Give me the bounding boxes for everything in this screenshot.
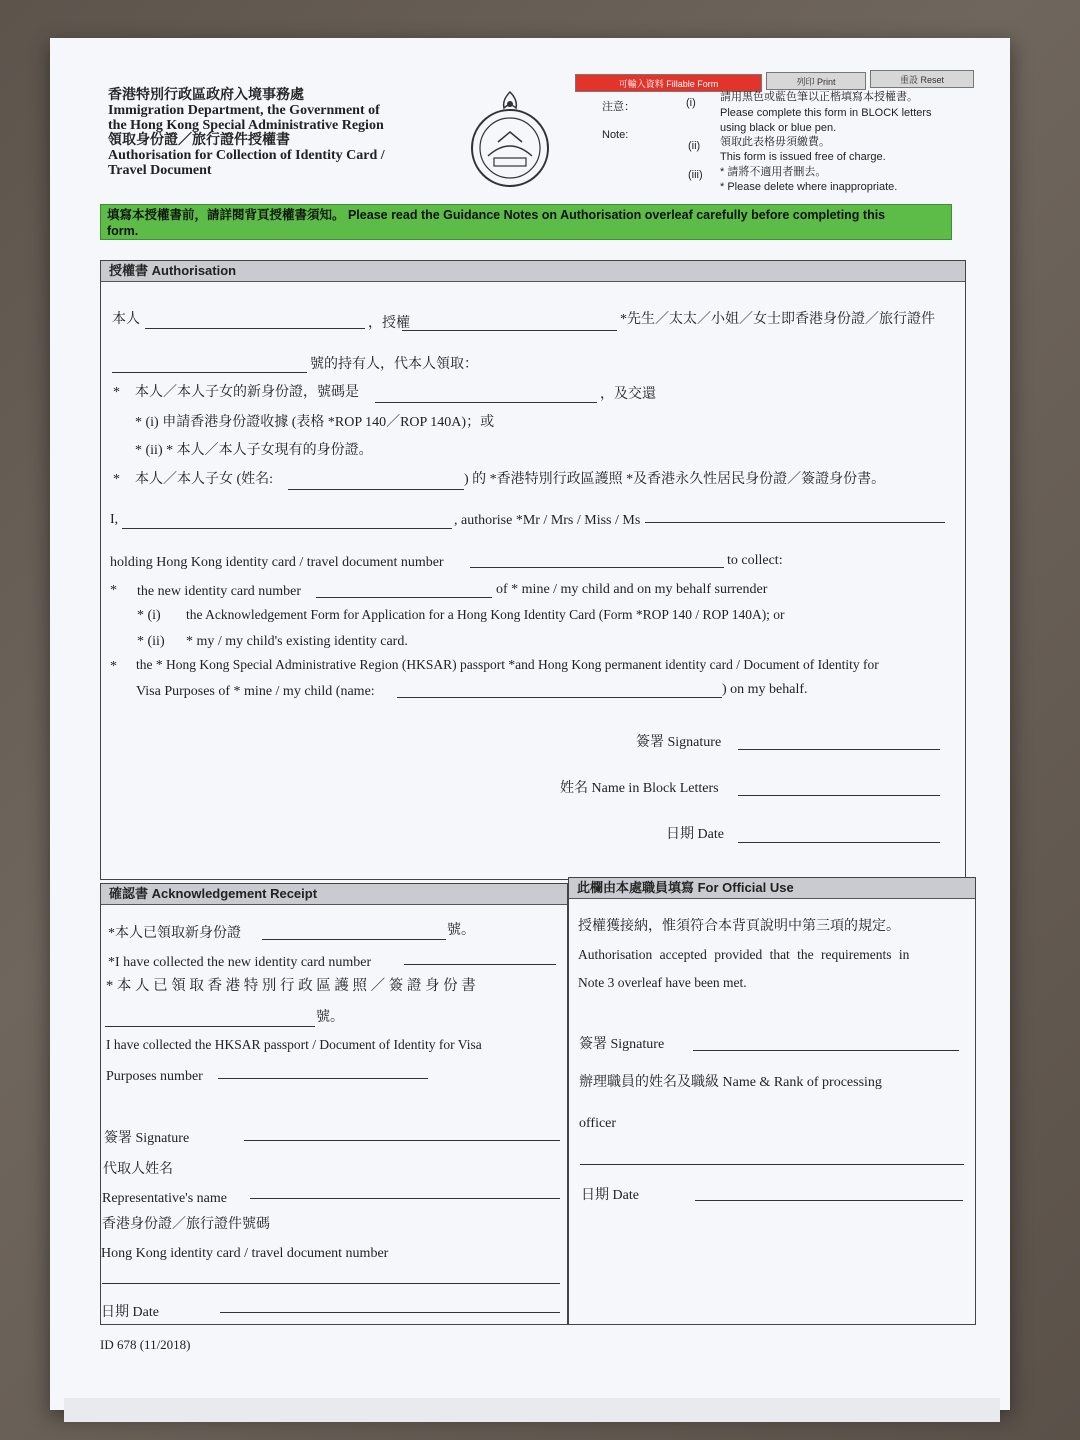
zh-line1-a: 本人 bbox=[112, 312, 140, 327]
zh-line3-a: 本人／本人子女的新身份證，號碼是 bbox=[135, 385, 359, 400]
note-1-num: (i) bbox=[686, 97, 696, 109]
document-number-field-zh[interactable] bbox=[112, 372, 307, 373]
dept-zh: 香港特別行政區政府入境事務處 bbox=[108, 87, 304, 103]
ack-line1-b: 號。 bbox=[447, 923, 475, 938]
zh-line1-c: *先生／太太／小姐／女士即香港身份證／旅行證件 bbox=[620, 312, 935, 327]
authorisation-signature-label: 簽署 Signature bbox=[636, 735, 722, 750]
ack-signature-field[interactable] bbox=[244, 1140, 560, 1141]
title-en-2: Travel Document bbox=[108, 163, 212, 178]
official-date-field[interactable] bbox=[695, 1200, 963, 1201]
note-1-en-2: using black or blue pen. bbox=[720, 122, 837, 134]
en-line4-a: * (i) bbox=[137, 608, 161, 623]
authorisation-name-field[interactable] bbox=[738, 795, 940, 796]
ack-rep-name-field[interactable] bbox=[250, 1198, 560, 1199]
ack-new-id-field-zh[interactable] bbox=[262, 939, 446, 940]
representative-name-field-en[interactable] bbox=[645, 522, 945, 523]
ack-line2: *I have collected the new identity card number bbox=[108, 955, 372, 970]
zh-line6-b: ) 的 *香港特別行政區護照 *及香港永久性居民身份證／簽證身份書。 bbox=[464, 472, 886, 487]
note-label-en: Note: bbox=[602, 129, 629, 141]
en-line5-a: * (ii) bbox=[137, 634, 165, 649]
note-label-zh: 注意： bbox=[602, 101, 635, 113]
ack-doc-number-field[interactable] bbox=[102, 1283, 560, 1284]
note-2-en: This form is issued free of charge. bbox=[720, 151, 886, 163]
header-block bbox=[108, 88, 385, 178]
ack-line4: 號。 bbox=[316, 1010, 344, 1025]
authoriser-name-field-en[interactable] bbox=[122, 528, 452, 529]
official-rank-label: 辦理職員的姓名及職級 Name & Rank of processing bbox=[579, 1075, 882, 1090]
en-line1-b: , authorise *Mr / Mrs / Miss / Ms bbox=[454, 513, 641, 528]
guidance-line-1: 填寫本授權書前，請詳閱背頁授權書須知。 Please read the Guidance Notes on Authorisation overleaf carefully before completing this bbox=[107, 208, 886, 222]
zh-line2: 號的持有人，代本人領取： bbox=[310, 357, 478, 372]
ack-passport-field-en[interactable] bbox=[218, 1078, 428, 1079]
en-star-2: * bbox=[110, 659, 117, 674]
representative-name-field-zh[interactable] bbox=[402, 330, 617, 331]
note-3-en: * Please delete where inappropriate. bbox=[720, 181, 898, 193]
new-id-number-field-en[interactable] bbox=[316, 597, 492, 598]
authoriser-name-field-zh[interactable] bbox=[145, 328, 365, 329]
child-name-field-zh[interactable] bbox=[288, 489, 464, 490]
title-zh: 領取身份證／旅行證件授權書 bbox=[108, 132, 290, 148]
guidance-banner bbox=[100, 204, 952, 240]
official-heading: 此欄由本處職員填寫 For Official Use bbox=[569, 878, 975, 899]
zh-line3-b: ，及交還 bbox=[600, 387, 656, 402]
authorisation-heading: 授權書 Authorisation bbox=[101, 261, 965, 282]
en-star-1: * bbox=[110, 583, 117, 598]
document-number-field-en[interactable] bbox=[470, 567, 724, 568]
child-name-field-en[interactable] bbox=[397, 697, 722, 698]
note-2-zh: 領取此表格毋須繳費。 bbox=[720, 136, 830, 148]
ack-line6: Purposes number bbox=[106, 1069, 203, 1084]
new-id-number-field-zh[interactable] bbox=[375, 402, 597, 403]
ack-line3: * 本 人 已 領 取 香 港 特 別 行 政 區 護 照 ／ 簽 證 身 份 書 bbox=[106, 978, 476, 994]
fillable-form-button[interactable]: 可輸入資料 Fillable Form bbox=[575, 74, 762, 92]
official-signature-field[interactable] bbox=[693, 1050, 959, 1051]
official-line2: Authorisation accepted provided that the requirements in bbox=[578, 947, 910, 962]
en-line6: the * Hong Kong Special Administrative Region (HKSAR) passport *and Hong Kong permanent identity card / Document of Identity for bbox=[136, 657, 879, 672]
official-date-label: 日期 Date bbox=[581, 1188, 639, 1203]
note-2-num: (ii) bbox=[688, 140, 701, 152]
authorisation-signature-field[interactable] bbox=[738, 749, 940, 750]
ack-date-label: 日期 Date bbox=[101, 1305, 159, 1320]
official-rank-label-2: officer bbox=[579, 1116, 617, 1131]
authorisation-date-field[interactable] bbox=[738, 842, 940, 843]
note-1-zh: 請用黑色或藍色筆以正楷填寫本授權書。 bbox=[720, 91, 918, 103]
en-line7-a: Visa Purposes of * mine / my child (name: bbox=[136, 684, 375, 699]
guidance-line-2: form. bbox=[107, 224, 139, 238]
en-line5-b: * my / my child's existing identity card. bbox=[186, 634, 408, 649]
en-line3-b: of * mine / my child and on my behalf surrender bbox=[496, 582, 768, 597]
en-line3-a: the new identity card number bbox=[137, 584, 302, 599]
zh-star-2: * bbox=[113, 472, 120, 487]
reset-button[interactable]: 重設 Reset bbox=[870, 70, 974, 88]
immigration-emblem-icon bbox=[468, 86, 552, 192]
en-line2-a: holding Hong Kong identity card / travel document number bbox=[110, 555, 444, 570]
ack-doc-zh-label: 香港身份證／旅行證件號碼 bbox=[102, 1217, 270, 1232]
ack-passport-field-zh[interactable] bbox=[105, 1026, 315, 1027]
ack-date-field[interactable] bbox=[220, 1312, 560, 1313]
en-line7-b: ) on my behalf. bbox=[722, 682, 808, 697]
form-id: ID 678 (11/2018) bbox=[100, 1337, 191, 1352]
ack-doc-en-label: Hong Kong identity card / travel document number bbox=[101, 1246, 389, 1261]
print-button[interactable]: 列印 Print bbox=[766, 72, 866, 90]
dept-en-1: Immigration Department, the Government of bbox=[108, 103, 380, 118]
note-3-num: (iii) bbox=[688, 169, 703, 181]
note-3-zh: * 請將不適用者刪去。 bbox=[720, 166, 827, 178]
ack-line1-a: *本人已領取新身份證 bbox=[108, 926, 241, 941]
official-line3: Note 3 overleaf have been met. bbox=[578, 975, 747, 990]
official-rank-field[interactable] bbox=[580, 1164, 964, 1165]
authorisation-name-label: 姓名 Name in Block Letters bbox=[560, 781, 719, 796]
en-line4-b: the Acknowledgement Form for Application for a Hong Kong Identity Card (Form *ROP 140 / ROP 140A); or bbox=[186, 607, 785, 622]
ack-heading: 確認書 Acknowledgement Receipt bbox=[101, 884, 567, 905]
authorisation-date-label: 日期 Date bbox=[666, 827, 724, 842]
official-frame bbox=[568, 877, 976, 1325]
zh-line6-a: 本人／本人子女 (姓名: bbox=[135, 472, 274, 487]
en-line1-a: I, bbox=[110, 512, 119, 527]
ack-new-id-field-en[interactable] bbox=[404, 964, 556, 965]
dept-en-2: the Hong Kong Special Administrative Region bbox=[108, 118, 384, 133]
en-line2-b: to collect: bbox=[727, 553, 783, 568]
zh-line1-b: ，授權 bbox=[368, 316, 410, 331]
zh-star-1: * bbox=[113, 385, 120, 400]
title-en-1: Authorisation for Collection of Identity Card / bbox=[108, 148, 385, 163]
ack-rep-en-label: Representative's name bbox=[102, 1191, 227, 1206]
official-line1: 授權獲接納，惟須符合本背頁說明中第三項的規定。 bbox=[578, 919, 900, 934]
paper-edge bbox=[64, 1398, 1000, 1422]
ack-signature-label: 簽署 Signature bbox=[104, 1131, 190, 1146]
zh-line4: * (i) 申請香港身份證收據 (表格 *ROP 140／ROP 140A)；或 bbox=[135, 415, 495, 430]
note-1-en-1: Please complete this form in BLOCK letters bbox=[720, 107, 932, 119]
zh-line5: * (ii) * 本人／本人子女現有的身份證。 bbox=[135, 443, 373, 458]
ack-line5: I have collected the HKSAR passport / Document of Identity for Visa bbox=[106, 1037, 482, 1052]
ack-rep-zh-label: 代取人姓名 bbox=[103, 1162, 173, 1177]
official-signature-label: 簽署 Signature bbox=[579, 1037, 665, 1052]
